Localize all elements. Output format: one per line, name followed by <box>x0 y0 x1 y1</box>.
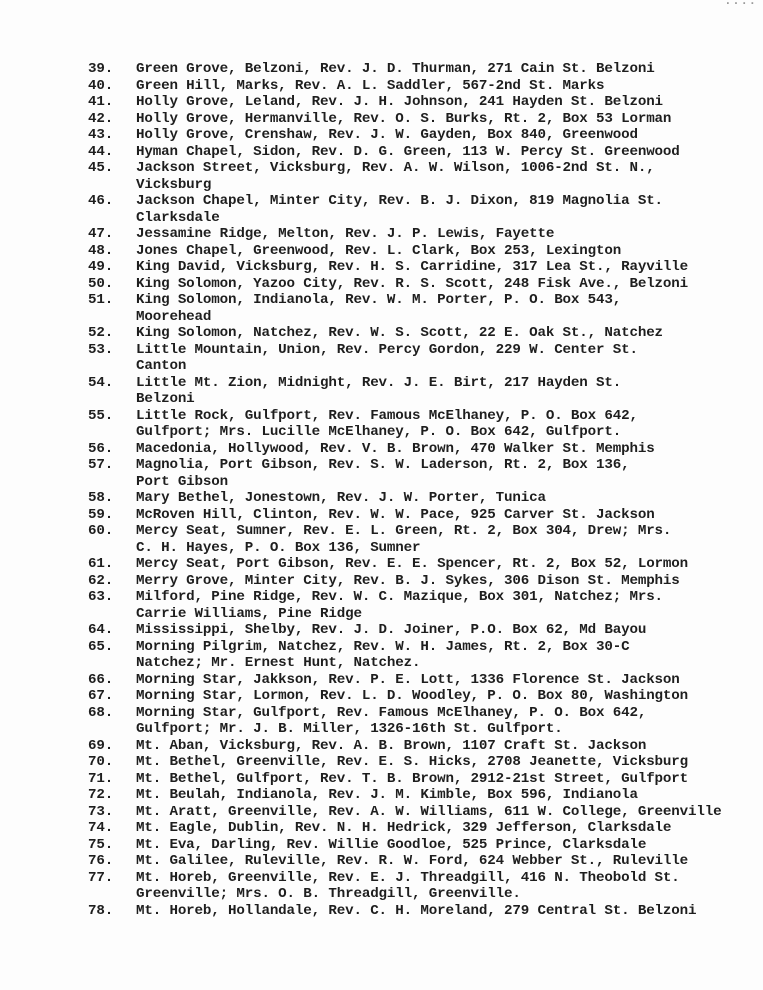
entry-text <box>136 622 763 639</box>
entry-number: 58. <box>88 490 114 506</box>
entry-number: 74. <box>88 820 114 836</box>
entry-number: 76. <box>88 853 114 869</box>
entry-line: Mt. Beulah, Indianola, Rev. J. M. Kimble, Box 596, Indianola <box>136 787 638 803</box>
entry-number: 51. <box>88 292 114 308</box>
entry-number: 71. <box>88 770 114 787</box>
entry-number: 68. <box>88 704 114 721</box>
entry-continuation-line: Moorehead <box>136 308 212 325</box>
entry-text <box>136 870 763 903</box>
entry-number: 59. <box>88 506 114 523</box>
entry-line: Mt. Eagle, Dublin, Rev. N. H. Hedrick, 329 Jefferson, Clarksdale <box>136 820 672 836</box>
list-item <box>0 754 763 771</box>
entry-line: Hyman Chapel, Sidon, Rev. D. G. Green, 113 W. Percy St. Greenwood <box>136 143 680 160</box>
entry-line: King David, Vicksburg, Rev. H. S. Carridine, 317 Lea St., Rayville <box>136 259 689 275</box>
entry-line: Magnolia, Port Gibson, Rev. S. W. Laderson, Rt. 2, Box 136, <box>136 457 630 473</box>
list-item <box>0 507 763 524</box>
entry-text <box>136 226 763 243</box>
entry-line: Mt. Eva, Darling, Rev. Willie Goodloe, 525 Prince, Clarksdale <box>136 836 647 853</box>
entry-number: 63. <box>88 589 114 605</box>
list-item <box>0 589 763 622</box>
entry-text <box>136 94 763 111</box>
list-item <box>0 556 763 573</box>
entry-line: Milford, Pine Ridge, Rev. W. C. Mazique, Box 301, Natchez; Mrs. <box>136 589 663 605</box>
entry-text <box>136 408 763 441</box>
entry-line: Holly Grove, Leland, Rev. J. H. Johnson, 241 Hayden St. Belzoni <box>136 94 663 110</box>
entry-line: McRoven Hill, Clinton, Rev. W. W. Pace, 925 Carver St. Jackson <box>136 506 655 523</box>
entry-text <box>136 573 763 590</box>
list-item <box>0 639 763 672</box>
entry-text <box>136 804 763 821</box>
entry-number: 44. <box>88 143 114 160</box>
page-corner-mark: .... <box>724 0 757 8</box>
list-item <box>0 837 763 854</box>
entry-continuation-line: Clarksdale <box>136 209 220 226</box>
entry-text <box>136 160 763 193</box>
list-item <box>0 78 763 95</box>
entry-number: 49. <box>88 259 114 275</box>
entry-number: 45. <box>88 160 114 176</box>
list-item <box>0 853 763 870</box>
entry-text <box>136 490 763 507</box>
entry-number: 40. <box>88 77 114 94</box>
list-item <box>0 787 763 804</box>
entry-number: 50. <box>88 275 114 292</box>
entry-text <box>136 738 763 755</box>
entry-line: Jackson Chapel, Minter City, Rev. B. J. Dixon, 819 Magnolia St. <box>136 193 663 209</box>
entry-number: 41. <box>88 94 114 110</box>
list-item <box>0 688 763 705</box>
entry-number: 66. <box>88 671 114 688</box>
entry-line: Merry Grove, Minter City, Rev. B. J. Sykes, 306 Dison St. Memphis <box>136 572 680 589</box>
entry-continuation-line: Carrie Williams, Pine Ridge <box>136 605 362 622</box>
list-item <box>0 144 763 161</box>
list-item <box>0 127 763 144</box>
list-item <box>0 820 763 837</box>
entry-number: 39. <box>88 61 114 77</box>
entry-line: Jessamine Ridge, Melton, Rev. J. P. Lewis, Fayette <box>136 226 555 242</box>
list-item <box>0 441 763 458</box>
entry-number: 70. <box>88 754 114 770</box>
entry-text <box>136 754 763 771</box>
entry-number: 77. <box>88 869 114 886</box>
entry-line: Mt. Galilee, Ruleville, Rev. R. W. Ford, 624 Webber St., Ruleville <box>136 853 689 869</box>
list-item <box>0 243 763 260</box>
entry-text <box>136 375 763 408</box>
entry-line: Little Mt. Zion, Midnight, Rev. J. E. Birt, 217 Hayden St. <box>136 374 622 391</box>
entry-line: Jackson Street, Vicksburg, Rev. A. W. Wilson, 1006-2nd St. N., <box>136 160 655 176</box>
entry-number: 73. <box>88 803 114 820</box>
entry-line: Holly Grove, Crenshaw, Rev. J. W. Gayden, Box 840, Greenwood <box>136 127 638 143</box>
entry-text <box>136 193 763 226</box>
entry-line: King Solomon, Indianola, Rev. W. M. Porter, P. O. Box 543, <box>136 292 622 308</box>
entry-line: Little Rock, Gulfport, Rev. Famous McElhaney, P. O. Box 642, <box>136 407 638 424</box>
entry-number: 64. <box>88 622 114 638</box>
list-item <box>0 276 763 293</box>
entry-line: Green Grove, Belzoni, Rev. J. D. Thurman, 271 Cain St. Belzoni <box>136 61 655 77</box>
entry-continuation-line: Gulfport; Mrs. Lucille McElhaney, P. O. Box 642, Gulfport. <box>136 424 622 440</box>
entry-text <box>136 441 763 458</box>
list-item <box>0 61 763 78</box>
list-item <box>0 622 763 639</box>
entry-text <box>136 243 763 260</box>
entry-line: Mississippi, Shelby, Rev. J. D. Joiner, P.O. Box 62, Md Bayou <box>136 622 647 638</box>
entry-number: 65. <box>88 638 114 655</box>
list-item <box>0 292 763 325</box>
entry-text <box>136 61 763 78</box>
entry-number: 61. <box>88 556 114 572</box>
entry-number: 56. <box>88 440 114 457</box>
entry-line: Mt. Bethel, Greenville, Rev. E. S. Hicks, 2708 Jeanette, Vicksburg <box>136 754 689 770</box>
entry-number: 57. <box>88 457 114 473</box>
entry-text <box>136 523 763 556</box>
list-item <box>0 804 763 821</box>
entry-line: Holly Grove, Hermanville, Rev. O. S. Burks, Rt. 2, Box 53 Lorman <box>136 110 672 127</box>
entry-number: 62. <box>88 572 114 589</box>
list-item <box>0 573 763 590</box>
entry-line: Mt. Horeb, Greenville, Rev. E. J. Threadgill, 416 N. Theobold St. <box>136 869 680 886</box>
entry-number: 47. <box>88 226 114 242</box>
entry-line: Jones Chapel, Greenwood, Rev. L. Clark, Box 253, Lexington <box>136 242 622 259</box>
entry-text <box>136 672 763 689</box>
entry-number: 42. <box>88 110 114 127</box>
list-item <box>0 771 763 788</box>
entry-text <box>136 111 763 128</box>
entry-line: Macedonia, Hollywood, Rev. V. B. Brown, 470 Walker St. Memphis <box>136 440 655 457</box>
entry-continuation-line: Gulfport; Mr. J. B. Miller, 1326-16th St. Gulfport. <box>136 721 563 737</box>
entry-number: 43. <box>88 127 114 143</box>
entry-continuation-line: C. H. Hayes, P. O. Box 136, Sumner <box>136 539 421 556</box>
entry-line: Green Hill, Marks, Rev. A. L. Saddler, 567-2nd St. Marks <box>136 77 605 94</box>
entry-number: 52. <box>88 325 114 341</box>
entry-text <box>136 342 763 375</box>
list-item <box>0 903 763 920</box>
entry-number: 75. <box>88 836 114 853</box>
entry-text <box>136 457 763 490</box>
entry-continuation-line: Port Gibson <box>136 473 229 490</box>
list-item <box>0 457 763 490</box>
list-item <box>0 226 763 243</box>
entry-continuation-line: Belzoni <box>136 391 195 407</box>
entry-continuation-line: Natchez; Mr. Ernest Hunt, Natchez. <box>136 655 421 671</box>
entry-continuation-line: Canton <box>136 358 187 374</box>
entry-line: Morning Pilgrim, Natchez, Rev. W. H. James, Rt. 2, Box 30-C <box>136 638 630 655</box>
entry-text <box>136 589 763 622</box>
entry-line: King Solomon, Natchez, Rev. W. S. Scott, 22 E. Oak St., Natchez <box>136 325 663 341</box>
entry-line: Mary Bethel, Jonestown, Rev. J. W. Porter, Tunica <box>136 490 546 506</box>
entry-line: King Solomon, Yazoo City, Rev. R. S. Scott, 248 Fisk Ave., Belzoni <box>136 275 689 292</box>
entry-text <box>136 78 763 95</box>
entry-text <box>136 837 763 854</box>
entry-line: Morning Star, Lormon, Rev. L. D. Woodley, P. O. Box 80, Washington <box>136 688 689 704</box>
entry-text <box>136 820 763 837</box>
entry-text <box>136 507 763 524</box>
entry-number: 46. <box>88 193 114 209</box>
entry-number: 78. <box>88 902 114 919</box>
entry-text <box>136 292 763 325</box>
entry-line: Mt. Bethel, Gulfport, Rev. T. B. Brown, 2912-21st Street, Gulfport <box>136 770 689 787</box>
entry-line: Mt. Aratt, Greenville, Rev. A. W. Williams, 611 W. College, Greenville <box>136 803 722 820</box>
list-item <box>0 705 763 738</box>
entry-number: 55. <box>88 407 114 424</box>
list-item <box>0 342 763 375</box>
entry-number: 48. <box>88 242 114 259</box>
entry-line: Morning Star, Jakkson, Rev. P. E. Lott, 1336 Florence St. Jackson <box>136 671 680 688</box>
entry-text <box>136 688 763 705</box>
entry-number: 72. <box>88 787 114 803</box>
entry-text <box>136 903 763 920</box>
entry-line: Little Mountain, Union, Rev. Percy Gordon, 229 W. Center St. <box>136 341 638 358</box>
entry-text <box>136 259 763 276</box>
entry-line: Mercy Seat, Port Gibson, Rev. E. E. Spencer, Rt. 2, Box 52, Lormon <box>136 556 689 572</box>
entry-number: 53. <box>88 341 114 358</box>
list-item <box>0 94 763 111</box>
entry-text <box>136 127 763 144</box>
entry-continuation-line: Greenville; Mrs. O. B. Threadgill, Greenville. <box>136 886 521 902</box>
list-item <box>0 259 763 276</box>
entry-text <box>136 853 763 870</box>
entry-line: Mt. Horeb, Hollandale, Rev. C. H. Moreland, 279 Central St. Belzoni <box>136 902 697 919</box>
list-item <box>0 490 763 507</box>
entry-line: Mt. Aban, Vicksburg, Rev. A. B. Brown, 1107 Craft St. Jackson <box>136 737 647 754</box>
list-item <box>0 111 763 128</box>
entry-number: 54. <box>88 374 114 391</box>
list-item <box>0 325 763 342</box>
entry-text <box>136 144 763 161</box>
entry-line: Morning Star, Gulfport, Rev. Famous McElhaney, P. O. Box 642, <box>136 704 647 721</box>
entry-text <box>136 639 763 672</box>
entry-text <box>136 325 763 342</box>
list-item <box>0 870 763 903</box>
entry-text <box>136 771 763 788</box>
entry-text <box>136 556 763 573</box>
list-item <box>0 375 763 408</box>
entry-number: 69. <box>88 737 114 754</box>
entry-text <box>136 787 763 804</box>
entry-line: Mercy Seat, Sumner, Rev. E. L. Green, Rt. 2, Box 304, Drew; Mrs. <box>136 523 672 539</box>
entry-number: 67. <box>88 688 114 704</box>
list-item <box>0 523 763 556</box>
entry-text <box>136 705 763 738</box>
list-item <box>0 408 763 441</box>
entry-text <box>136 276 763 293</box>
entry-continuation-line: Vicksburg <box>136 176 212 193</box>
church-directory-list <box>0 61 763 919</box>
list-item <box>0 193 763 226</box>
list-item <box>0 672 763 689</box>
list-item <box>0 738 763 755</box>
entry-number: 60. <box>88 523 114 539</box>
list-item <box>0 160 763 193</box>
